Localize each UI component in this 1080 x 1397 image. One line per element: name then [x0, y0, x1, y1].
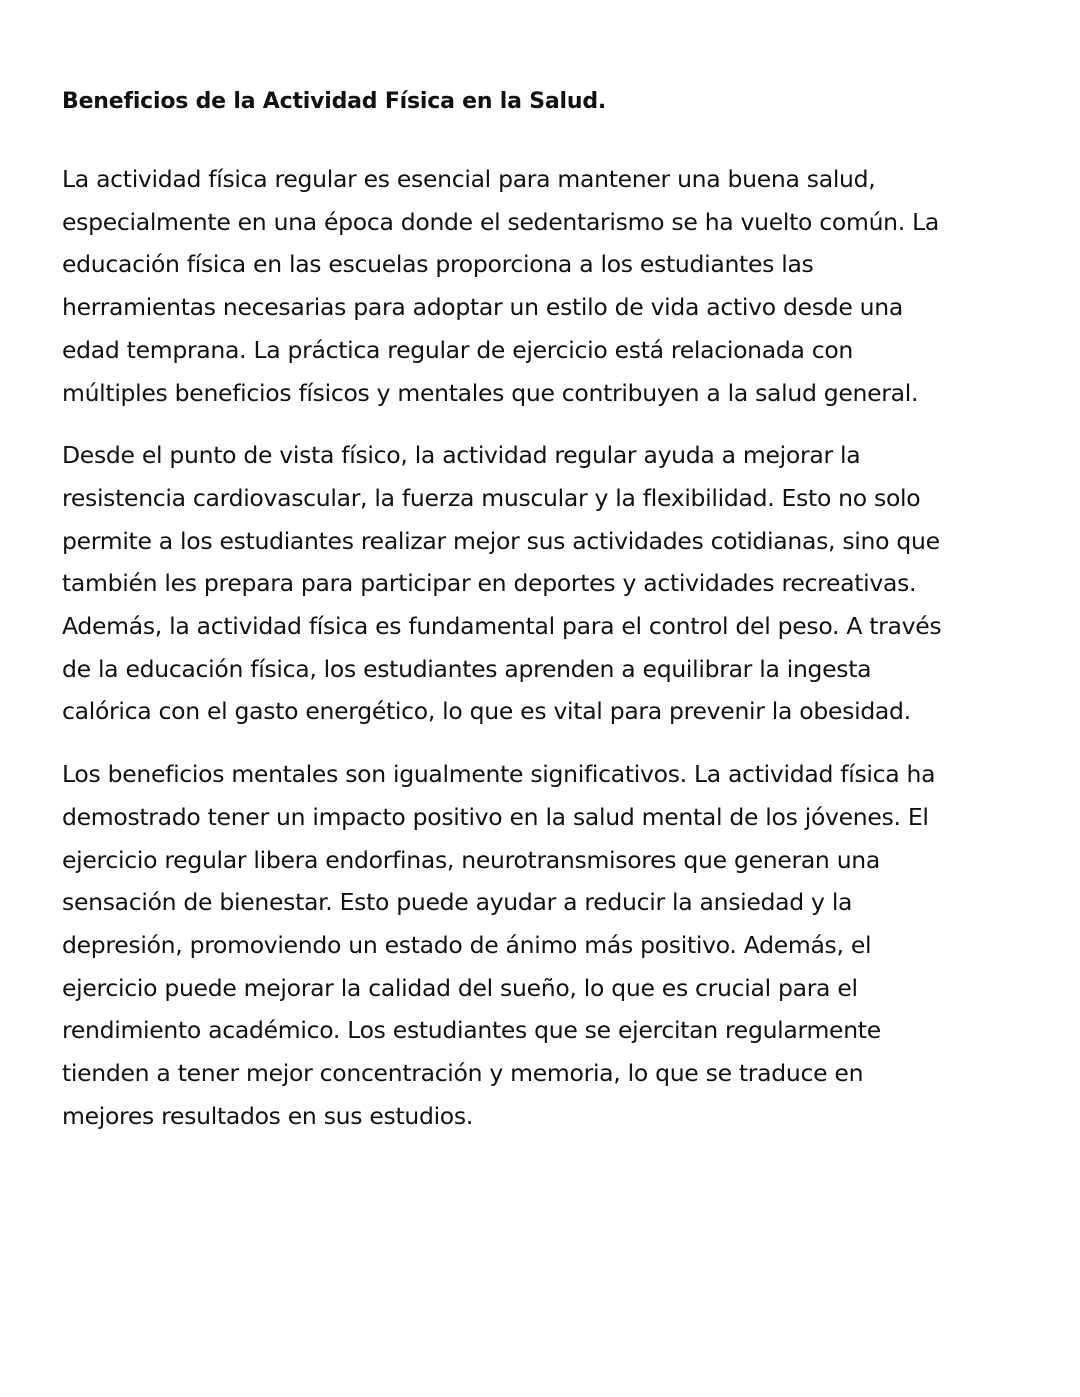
- paragraph-mental-benefits: Los beneficios mentales son igualmente significativos. La actividad física ha demostrado tener un impacto positivo en la salud mental de los jóvenes. El ejercicio regular libera endorfinas, neurotransmisores que generan una sensación de bienestar. Esto puede ayudar a reducir la ansiedad y la depresión, promoviendo un estado de ánimo más positivo. Además, el ejercicio puede mejorar la calidad del sueño, lo que es crucial para el rendimiento académico. Los estudiantes que se ejercitan regularmente tienden a tener mejor concentración y memoria, lo que se traduce en mejores resultados en sus estudios.: [62, 760, 936, 1130]
- paragraph-intro: La actividad física regular es esencial para mantener una buena salud, especialmente en una época donde el sedentarismo se ha vuelto común. La educación física en las escuelas proporciona a los estudiantes las herramientas necesarias para adoptar un estilo de vida activo desde una edad temprana. La práctica regular de ejercicio está relacionada con múltiples beneficios físicos y mentales que contribuyen a la salud general.: [62, 165, 940, 407]
- document-title: Beneficios de la Actividad Física en la Salud.: [62, 89, 607, 114]
- paragraph-physical-benefits: Desde el punto de vista físico, la actividad regular ayuda a mejorar la resistencia cardiovascular, la fuerza muscular y la flexibilidad. Esto no solo permite a los estudiantes realizar mejor sus actividades cotidianas, sino que también les prepara para participar en deportes y actividades recreativas. Además, la actividad física es fundamental para el control del peso. A través de la educación física, los estudiantes aprenden a equilibrar la ingesta calórica con el gasto energético, lo que es vital para prevenir la obesidad.: [62, 441, 942, 726]
